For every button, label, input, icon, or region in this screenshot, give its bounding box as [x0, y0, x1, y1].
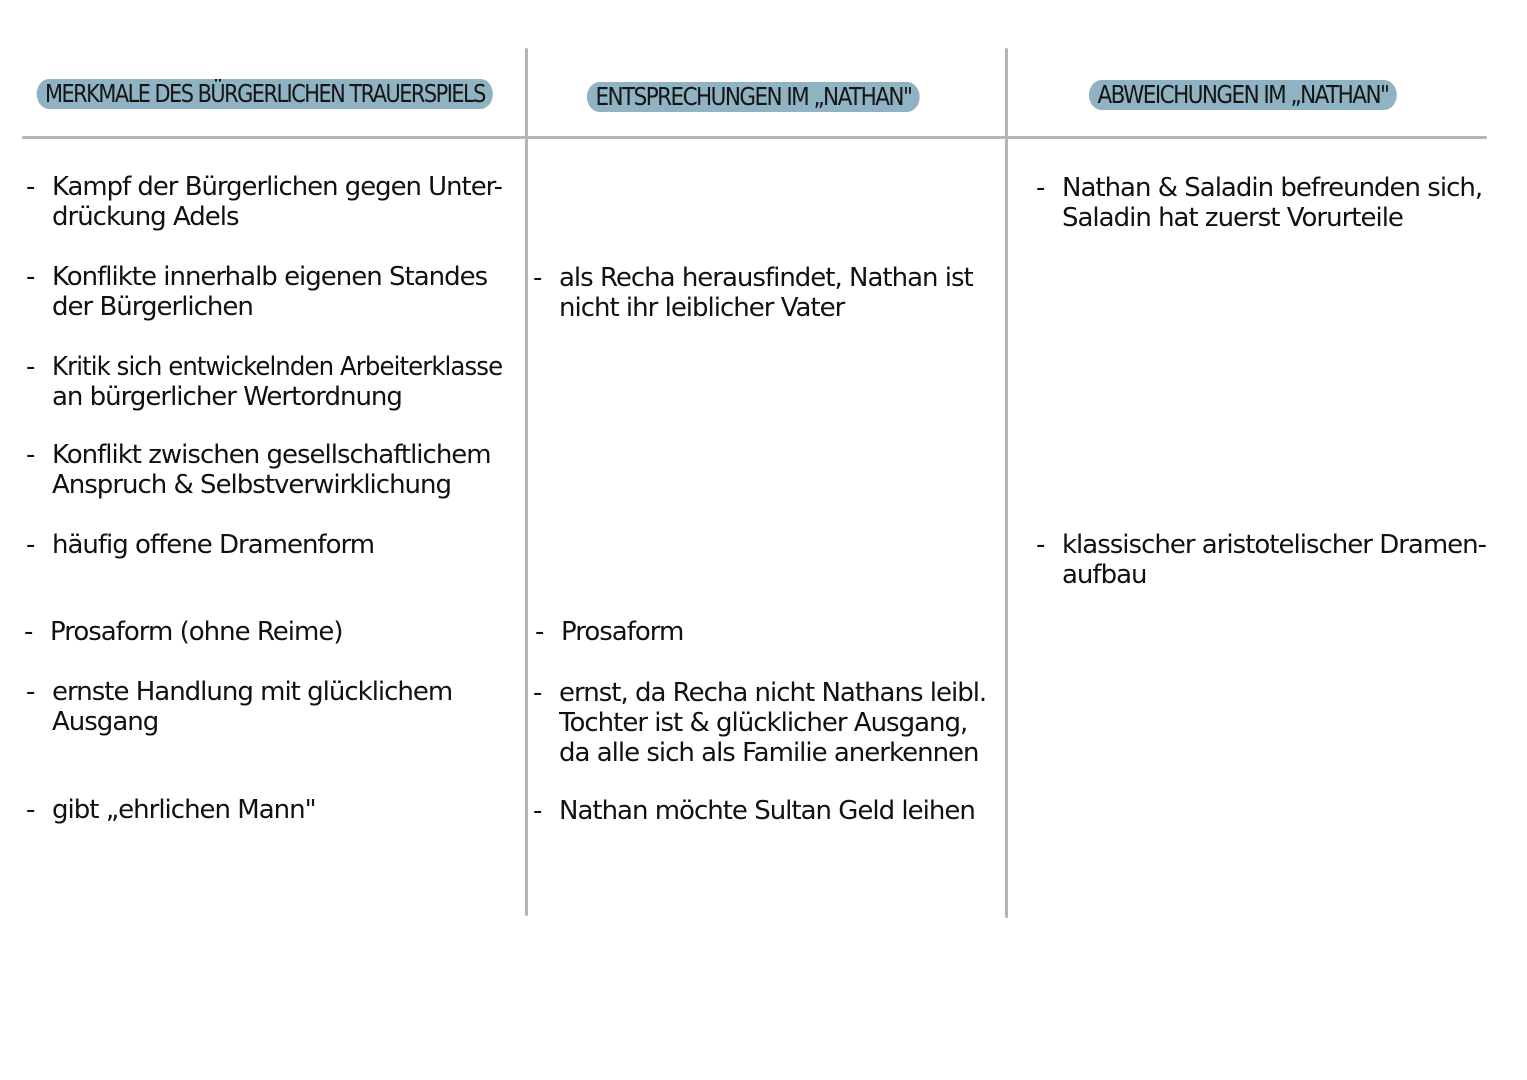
col2-item-3-line-2: Tochter ist & glücklicher Ausgang, — [559, 708, 968, 738]
col1-item-2-line-2: der Bürgerlichen — [52, 292, 253, 322]
header-abweichungen-label: ABWEICHUNGEN IM „NATHAN" — [1089, 80, 1397, 110]
header-rule — [22, 136, 1487, 139]
col2-item-3-line-1: ernst, da Recha nicht Nathans leibl. — [559, 678, 987, 708]
col1-item-2: - Konflikte innerhalb eigenen Standes der Bürgerlichen — [26, 262, 488, 322]
col2-item-2-line-1: Prosaform — [561, 617, 684, 647]
col1-item-1-line-2: drückung Adels — [52, 202, 239, 232]
col1-item-8-line-1: gibt „ehrlichen Mann" — [52, 795, 316, 825]
header-abweichungen — [1082, 76, 1404, 114]
col1-item-8: - gibt „ehrlichen Mann" — [26, 795, 316, 825]
col1-item-3-line-1: Kritik sich entwickelnden Arbeiterklasse — [52, 352, 503, 382]
col1-item-4-line-1: Konflikt zwischen gesellschaftlichem — [52, 440, 491, 470]
header-merkmale — [30, 75, 500, 113]
col2-item-1: - als Recha herausfindet, Nathan ist nicht ihr leiblicher Vater — [533, 263, 973, 323]
col2-item-4: - Nathan möchte Sultan Geld leihen — [533, 796, 975, 826]
col1-item-4-line-2: Anspruch & Selbstverwirklichung — [52, 470, 452, 500]
header-merkmale-label: MERKMALE DES BÜRGERLICHEN TRAUERSPIELS — [37, 79, 494, 109]
col2-item-3-line-3: da alle sich als Familie anerkennen — [559, 738, 979, 768]
col3-item-2-line-2: aufbau — [1062, 560, 1147, 590]
col3-item-1-line-2: Saladin hat zuerst Vorurteile — [1062, 203, 1403, 233]
col3-item-2-line-1: klassischer aristotelischer Dramen- — [1062, 530, 1487, 560]
col1-item-5: - häufig offene Dramenform — [26, 530, 375, 560]
col1-item-1-line-1: Kampf der Bürgerlichen gegen Unter- — [52, 172, 502, 202]
col1-item-7: - ernste Handlung mit glücklichem Ausgang — [26, 677, 453, 737]
header-entsprechungen-label: ENTSPRECHUNGEN IM „NATHAN" — [587, 82, 920, 112]
col2-item-1-line-2: nicht ihr leiblicher Vater — [559, 293, 845, 323]
col2-item-3: - ernst, da Recha nicht Nathans leibl. Tochter ist & glücklicher Ausgang, da alle sich als Familie anerkennen — [533, 678, 987, 768]
col1-item-4: - Konflikt zwischen gesellschaftlichem Anspruch & Selbstverwirklichung — [26, 440, 491, 500]
col1-item-3-line-2: an bürgerlicher Wertordnung — [52, 382, 402, 412]
column-divider-1 — [525, 48, 528, 916]
col1-item-2-line-1: Konflikte innerhalb eigenen Standes — [52, 262, 488, 292]
col1-item-1: - Kampf der Bürgerlichen gegen Unter- drückung Adels — [26, 172, 502, 232]
col2-item-2: - Prosaform — [535, 617, 684, 647]
header-entsprechungen — [580, 78, 927, 116]
col2-item-4-line-1: Nathan möchte Sultan Geld leihen — [559, 796, 975, 826]
col1-item-6-line-1: Prosaform (ohne Reime) — [50, 617, 343, 647]
col3-item-1: - Nathan & Saladin befreunden sich, Saladin hat zuerst Vorurteile — [1036, 173, 1483, 233]
col1-item-7-line-2: Ausgang — [52, 707, 159, 737]
col2-item-1-line-1: als Recha herausfindet, Nathan ist — [559, 263, 973, 293]
col1-item-3: - Kritik sich entwickelnden Arbeiterklasse an bürgerlicher Wertordnung — [26, 352, 503, 412]
col3-item-2: - klassischer aristotelischer Dramen- aufbau — [1036, 530, 1487, 590]
col1-item-5-line-1: häufig offene Dramenform — [52, 530, 375, 560]
column-divider-2 — [1005, 48, 1008, 918]
col3-item-1-line-1: Nathan & Saladin befreunden sich, — [1062, 173, 1483, 203]
col1-item-6: - Prosaform (ohne Reime) — [24, 617, 343, 647]
col1-item-7-line-1: ernste Handlung mit glücklichem — [52, 677, 453, 707]
